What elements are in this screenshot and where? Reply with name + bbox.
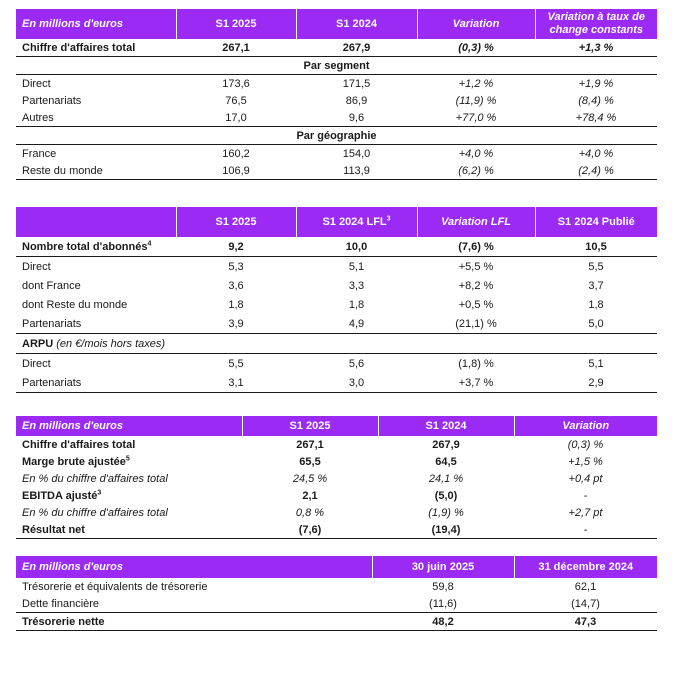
cell-value: 154,0 [342, 147, 371, 160]
cell-value: (1,8) % [458, 357, 494, 370]
row-label: Direct [22, 357, 51, 370]
cash-header-row [16, 556, 657, 578]
cell-value: (6,2) % [417, 162, 535, 180]
cell-value: 3,3 [348, 279, 365, 292]
revenue-header-variation: Variation [417, 9, 535, 39]
row-label: Direct [22, 260, 51, 273]
margin-header-s1-2024: S1 2024 [378, 416, 514, 436]
subscribers-header-published: S1 2024 Publié [535, 207, 657, 237]
cell-value: 267,1 [176, 39, 296, 57]
cell-value: 106,9 [176, 162, 296, 180]
cell-value: 3,1 [176, 373, 296, 393]
cell-value: +4,0 % [458, 147, 494, 160]
cell-value: 9,6 [296, 109, 417, 127]
header-text: S1 2024 LFL [322, 215, 387, 228]
row-label [16, 521, 242, 539]
table-row [16, 314, 657, 334]
cell-value: +1,3 % [535, 39, 657, 57]
cell-value: (11,6) [372, 595, 514, 613]
cell-value: 5,5 [588, 260, 604, 273]
table-row [16, 295, 657, 314]
arpu-title [16, 334, 657, 354]
cell-value: +0,4 pt [568, 472, 603, 485]
cell-value: 64,5 [435, 455, 457, 468]
cell-value: (19,4) [378, 521, 514, 539]
cell-value: 113,9 [296, 162, 417, 180]
segment-title-row [16, 57, 657, 75]
cell-value: (7,6) [242, 521, 378, 539]
table-row [16, 257, 657, 277]
revenue-table [16, 9, 657, 180]
cell-value: 76,5 [225, 94, 247, 107]
row-label: dont Reste du monde [22, 298, 128, 311]
margin-body [16, 436, 657, 539]
cell-value: 171,5 [342, 77, 371, 90]
row-label: Partenariats [16, 373, 176, 393]
cell-value: 2,9 [535, 373, 657, 393]
cash-total-row [16, 613, 657, 631]
subscribers-header-variation-lfl: Variation LFL [417, 207, 535, 237]
cell-value: 24,1 % [428, 472, 464, 485]
cell-value: 2,1 [302, 489, 318, 502]
margin-header-variation: Variation [514, 416, 657, 436]
table-row [16, 436, 657, 453]
cash-header-label: En millions d'euros [16, 556, 372, 578]
cell-value: 17,0 [176, 109, 296, 127]
row-label [16, 237, 176, 257]
row-label [16, 487, 242, 504]
cell-value: 65,5 [299, 455, 321, 468]
row-label: Chiffre d'affaires total [16, 39, 176, 57]
cell-value: (2,4) % [535, 162, 657, 180]
cell-value: 267,1 [296, 438, 324, 451]
cell-value: +3,7 % [417, 373, 535, 393]
cell-value: +78,4 % [535, 109, 657, 127]
cell-value: +1,9 % [578, 77, 614, 90]
revenue-header-row [16, 9, 657, 39]
cell-value: (11,9) % [455, 94, 497, 107]
label-text: En % du chiffre d'affaires total [22, 506, 168, 519]
cell-value: 10,5 [535, 237, 657, 257]
table-row [16, 487, 657, 504]
label-text: Marge brute ajustée [22, 455, 126, 468]
label-text: Résultat net [22, 523, 85, 536]
cell-value: 59,8 [432, 580, 454, 593]
cell-value: 267,9 [296, 39, 417, 57]
table-row [16, 92, 657, 109]
table-row [16, 109, 657, 127]
label-text: Nombre total d'abonnés [22, 240, 148, 253]
cash-header-june-2025: 30 juin 2025 [372, 556, 514, 578]
cell-value: +0,5 % [458, 298, 494, 311]
footnote-mark: 5 [125, 454, 130, 462]
segment-title: Par segment [16, 57, 657, 75]
arpu-unit: (en €/mois hors taxes) [56, 337, 166, 350]
revenue-header-s1-2025: S1 2025 [176, 9, 296, 39]
label-text: En % du chiffre d'affaires total [22, 472, 168, 485]
row-label: Partenariats [22, 94, 82, 107]
cell-value: 10,0 [296, 237, 417, 257]
row-label [16, 436, 242, 453]
table-row [16, 470, 657, 487]
arpu-label: ARPU [22, 337, 54, 350]
cell-value: 3,9 [176, 314, 296, 334]
cell-value: 3,0 [296, 373, 417, 393]
geo-title-row [16, 127, 657, 145]
subscribers-header-row [16, 207, 657, 237]
table-row [16, 276, 657, 295]
table-row [16, 453, 657, 470]
cash-table [16, 556, 657, 631]
cell-value: 5,5 [228, 357, 244, 370]
cell-value: - [583, 489, 588, 502]
cell-value: (5,0) [434, 489, 458, 502]
table-row [16, 373, 657, 393]
table-row [16, 354, 657, 374]
row-label: Trésorerie et équivalents de trésorerie [22, 580, 208, 593]
cell-value: (1,9) % [428, 506, 464, 519]
margin-header-label: En millions d'euros [16, 416, 242, 436]
cell-value: 4,9 [296, 314, 417, 334]
cell-value: 0,8 % [295, 506, 325, 519]
table-row [16, 595, 657, 613]
cell-value: 62,1 [574, 580, 597, 593]
cell-value: +1,2 % [458, 77, 494, 90]
label-text: Chiffre d'affaires total [22, 438, 136, 451]
table-row [16, 521, 657, 539]
row-label: France [22, 147, 57, 160]
subscribers-table [16, 207, 657, 393]
cell-value: +4,0 % [578, 147, 614, 160]
geo-title: Par géographie [16, 127, 657, 145]
row-label: Reste du monde [16, 162, 176, 180]
margin-header-row [16, 416, 657, 436]
row-label: Direct [22, 77, 51, 90]
cell-value: 1,8 [228, 298, 244, 311]
cell-value: +2,7 pt [568, 506, 603, 519]
row-label: Partenariats [16, 314, 176, 334]
cell-value: +8,2 % [458, 279, 494, 292]
cell-value: 47,3 [514, 613, 657, 631]
cell-value: 3,6 [228, 279, 244, 292]
cell-value: 3,7 [588, 279, 604, 292]
cell-value: (8,4) % [578, 94, 614, 107]
cell-value: (0,3) % [567, 438, 604, 451]
cell-value: +1,5 % [568, 455, 603, 468]
cell-value: 160,2 [222, 147, 250, 160]
revenue-total-row [16, 39, 657, 57]
footnote-mark: 3 [97, 488, 102, 496]
table-row [16, 578, 657, 595]
cell-value: (21,1) % [417, 314, 535, 334]
cell-value: 5,1 [348, 260, 365, 273]
row-label: Dette financière [16, 595, 372, 613]
table-row [16, 75, 657, 93]
cell-value: +5,5 % [458, 260, 494, 273]
table-row [16, 504, 657, 521]
cell-value: (7,6) % [417, 237, 535, 257]
cell-value: +77,0 % [417, 109, 535, 127]
cell-value: 5,6 [348, 357, 365, 370]
row-label [16, 470, 242, 487]
cell-value: (14,7) [514, 595, 657, 613]
arpu-title-row [16, 334, 657, 354]
cell-value: - [514, 521, 657, 539]
footnote-mark: 3 [386, 214, 391, 222]
revenue-header-variation-constant: Variation à taux de change constants [535, 9, 657, 39]
cell-value: 5,3 [228, 260, 244, 273]
row-label: Autres [16, 109, 176, 127]
cell-value: 1,8 [588, 298, 604, 311]
subscribers-header-label [16, 207, 176, 237]
cell-value: 267,9 [432, 438, 460, 451]
revenue-header-label: En millions d'euros [16, 9, 176, 39]
subscribers-header-s1-2024-lfl [296, 207, 417, 237]
cell-value: 24,5 % [292, 472, 328, 485]
cell-value: 173,6 [222, 77, 250, 90]
row-label [16, 453, 242, 470]
cell-value: 86,9 [345, 94, 368, 107]
table-row [16, 145, 657, 163]
table-row [16, 162, 657, 180]
row-label: Trésorerie nette [16, 613, 372, 631]
cell-value: 1,8 [348, 298, 365, 311]
cell-value: 5,1 [588, 357, 604, 370]
subscribers-header-s1-2025: S1 2025 [176, 207, 296, 237]
margin-header-s1-2025: S1 2025 [242, 416, 378, 436]
cell-value: 5,0 [535, 314, 657, 334]
cell-value: 48,2 [372, 613, 514, 631]
row-label [16, 504, 242, 521]
cell-value: 9,2 [176, 237, 296, 257]
subscribers-total-row [16, 237, 657, 257]
revenue-header-s1-2024: S1 2024 [296, 9, 417, 39]
margin-table [16, 416, 657, 539]
cash-header-dec-2024: 31 décembre 2024 [514, 556, 657, 578]
cell-value: (0,3) % [417, 39, 535, 57]
footnote-mark: 4 [147, 239, 152, 247]
label-text: EBITDA ajusté [22, 489, 98, 502]
row-label: dont France [22, 279, 81, 292]
